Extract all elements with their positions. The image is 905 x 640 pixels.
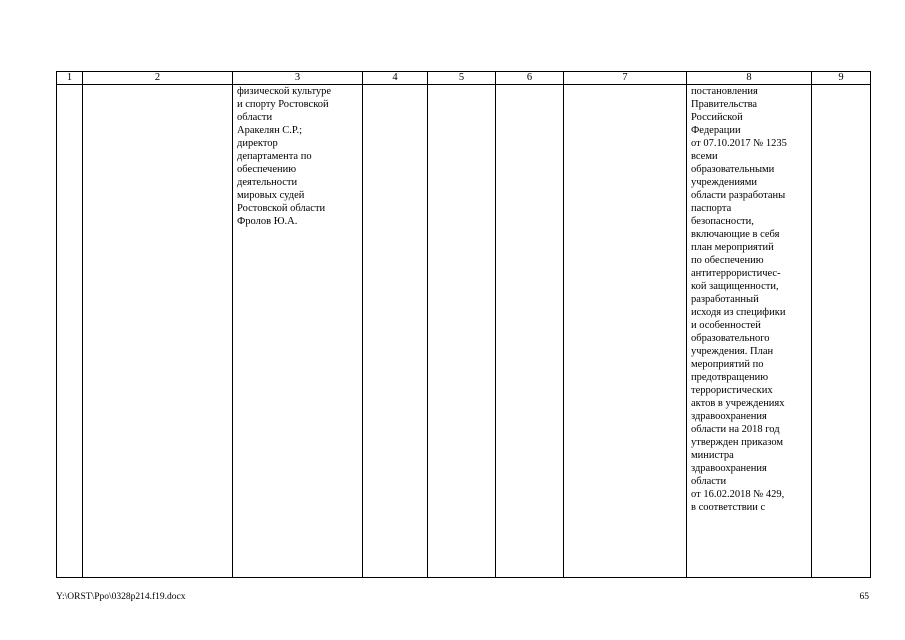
cell-col-1: [57, 85, 83, 578]
col8-line: по обеспечению: [691, 255, 764, 266]
col3-text: [233, 85, 362, 228]
col8-line: в соответствии с: [691, 502, 766, 513]
col3-line: и спорту Ростовской: [237, 99, 329, 110]
column-header-1: 1: [57, 72, 83, 85]
col8-line: Федерации: [691, 125, 741, 136]
col8-line: Правительства: [691, 99, 758, 110]
col8-line: безопасности,: [691, 216, 754, 227]
col8-line: мероприятий по: [691, 359, 764, 370]
col8-line: паспорта: [691, 203, 732, 214]
cell-col-3: [233, 85, 363, 578]
header-row: [57, 72, 871, 85]
col8-line: и особенностей: [691, 320, 761, 331]
col8-line: от 16.02.2018 № 429,: [691, 489, 785, 500]
column-header-9: 9: [812, 72, 871, 85]
col3-line: области: [237, 112, 273, 123]
column-header-3: 3: [233, 72, 363, 85]
col3-line: департамента по: [237, 151, 312, 162]
column-header-8: 8: [687, 72, 812, 85]
col8-line: учреждениями: [691, 177, 758, 188]
col8-text: [687, 85, 811, 514]
cell-col-5: [428, 85, 496, 578]
col8-line: кой защищенности,: [691, 281, 779, 292]
col8-line: включающие в себя: [691, 229, 780, 240]
col8-line: здравоохранения: [691, 463, 767, 474]
col3-line: обеспечению: [237, 164, 297, 175]
col8-line: учреждения. План: [691, 346, 774, 357]
col3-line: физической культуре: [237, 86, 332, 97]
col8-line: разработанный: [691, 294, 759, 305]
cell-col-8: [687, 85, 812, 578]
col8-line: террористических: [691, 385, 773, 396]
col8-line: образовательного: [691, 333, 770, 344]
col8-line: постановления: [691, 86, 758, 97]
col8-line: всеми: [691, 151, 718, 162]
col3-line: Аракелян С.Р.;: [237, 125, 303, 136]
col8-line: области на 2018 год: [691, 424, 780, 435]
col3-line: Фролов Ю.А.: [237, 216, 298, 227]
col3-line: деятельности: [237, 177, 298, 188]
col3-line: мировых судей: [237, 190, 305, 201]
col8-line: здравоохранения: [691, 411, 767, 422]
col8-line: области разработаны: [691, 190, 786, 201]
col8-line: антитеррористичес-: [691, 268, 781, 279]
col8-line: утвержден приказом: [691, 437, 784, 448]
column-header-7: 7: [564, 72, 687, 85]
col3-line: директор: [237, 138, 278, 149]
column-header-4: 4: [363, 72, 428, 85]
col8-line: министра: [691, 450, 734, 461]
column-header-2: 2: [83, 72, 233, 85]
cell-col-9: [812, 85, 871, 578]
col8-line: области: [691, 476, 727, 487]
col8-line: предотвращению: [691, 372, 769, 383]
col3-line: Ростовской области: [237, 203, 326, 214]
footer-file-path: Y:\ORST\Ppo\0328p214.f19.docx: [56, 592, 186, 602]
column-header-5: 5: [428, 72, 496, 85]
col8-line: образовательными: [691, 164, 775, 175]
column-header-6: 6: [496, 72, 564, 85]
document-table: [56, 71, 871, 578]
col8-line: исходя из специфики: [691, 307, 786, 318]
page-number: 65: [859, 592, 869, 602]
cell-col-6: [496, 85, 564, 578]
cell-col-2: [83, 85, 233, 578]
table-row: [57, 85, 871, 578]
col8-line: актов в учреждениях: [691, 398, 785, 409]
cell-col-4: [363, 85, 428, 578]
col8-line: Российской: [691, 112, 743, 123]
col8-line: план мероприятий: [691, 242, 774, 253]
cell-col-7: [564, 85, 687, 578]
col8-line: от 07.10.2017 № 1235: [691, 138, 787, 149]
